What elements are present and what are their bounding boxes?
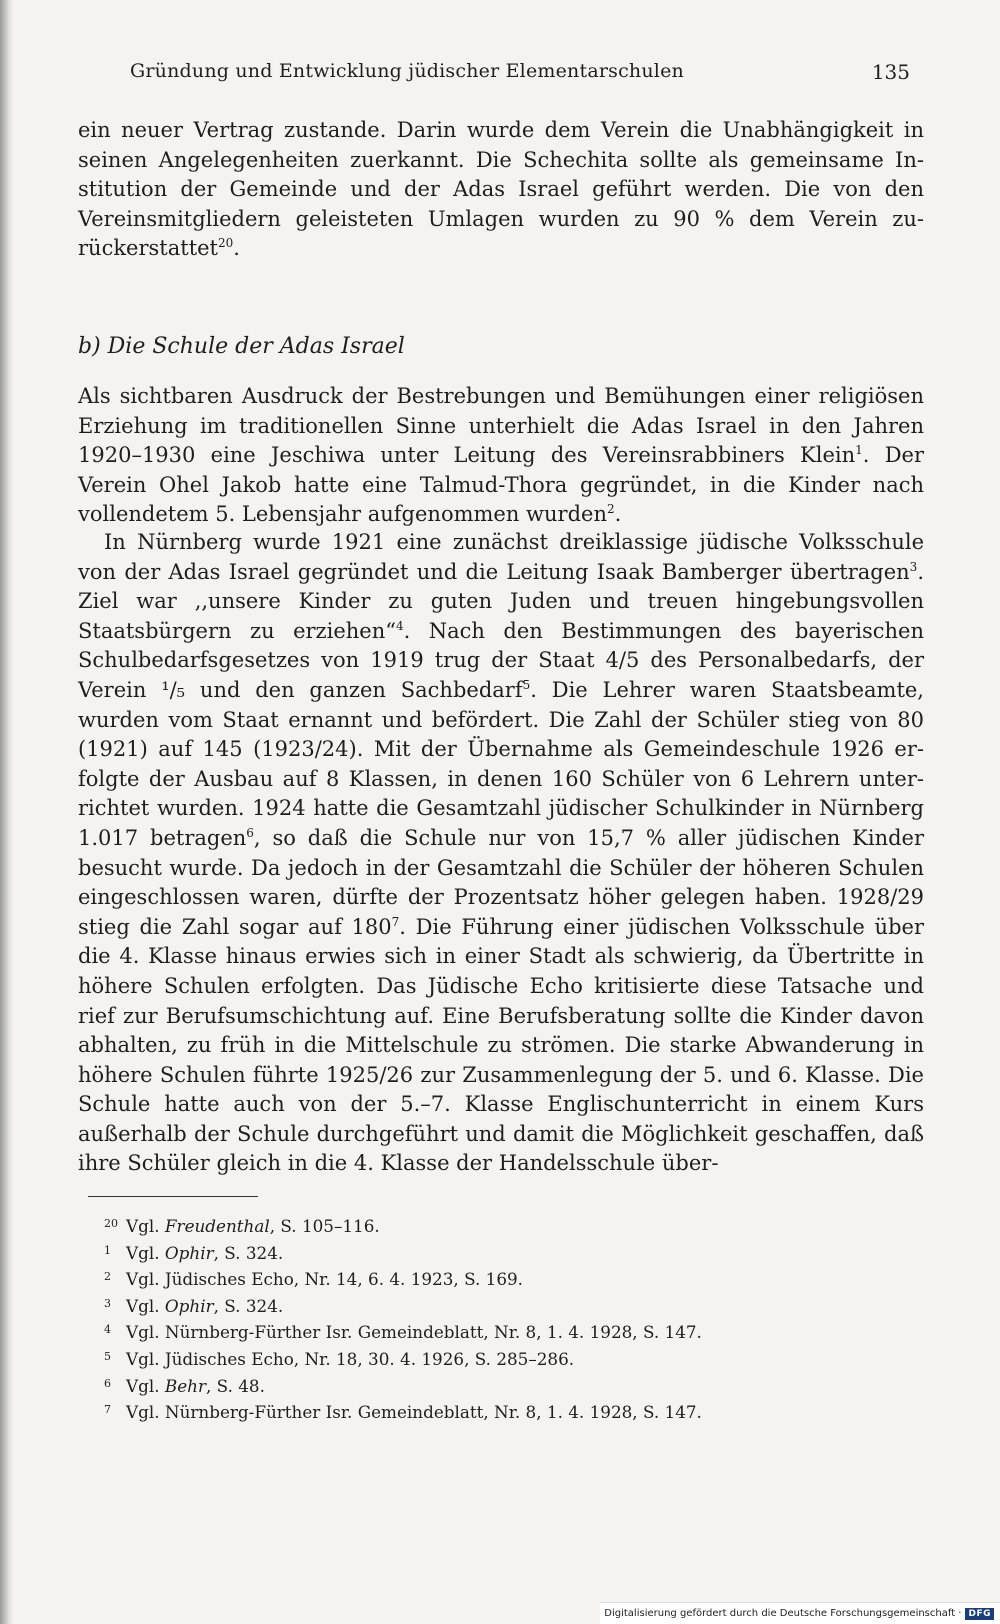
footnote-item: [104, 1398, 904, 1425]
paragraph-2-part2: . Der Verein Ohel Jakob hatte eine Talmud-Thora gegründet, in die Kinder nach vollendetem 5. Lebensjahr aufgenommen wurden: [78, 443, 925, 527]
footnote-text: Vgl. Jüdisches Echo, Nr. 14, 6. 4. 1923, S. 169.: [126, 1269, 524, 1290]
running-head-title: Gründung und Entwicklung jüdischer Elementarschulen: [130, 60, 684, 82]
paragraph-2-part3: .: [614, 502, 622, 527]
dfg-logo[interactable]: DFG: [965, 1608, 994, 1620]
footnote-text: Vgl.: [126, 1295, 165, 1316]
footnote-item: [104, 1292, 904, 1319]
section-heading: b) Die Schule der Adas Israel: [78, 334, 405, 359]
paragraph-1-tail: .: [233, 236, 240, 261]
scan-edge-shadow: [0, 0, 14, 1624]
footnote-number: 2: [104, 1270, 111, 1284]
digitization-footer: [600, 1602, 1000, 1624]
footnote-ref-4[interactable]: 4: [395, 618, 404, 633]
digitization-note: Digitalisierung gefördert durch die Deutsche Forschungsgemeinschaft ·: [604, 1608, 962, 1619]
footnote-number: 5: [104, 1349, 111, 1363]
footnote-text: Vgl. Nürnberg-Fürther Isr. Gemeindeblatt, Nr. 8, 1. 4. 1928, S. 147.: [126, 1402, 702, 1423]
footnote-ref-20[interactable]: 20: [218, 236, 234, 251]
footnote-ref-2[interactable]: 2: [607, 502, 615, 517]
footnote-text: Vgl.: [126, 1216, 165, 1236]
footnote-list: [104, 1212, 904, 1425]
footnote-text: Vgl. Nürnberg-Fürther Isr. Gemeindeblatt, Nr. 8, 1. 4. 1928, S. 147.: [126, 1322, 702, 1343]
footnote-text: Vgl.: [126, 1375, 165, 1396]
paragraph-1: [78, 116, 924, 264]
footnote-number: 3: [104, 1296, 111, 1310]
footnote-number: 4: [104, 1323, 111, 1337]
paragraph-3-s1: In Nürnberg wurde 1921 eine zunächst dreiklassige jüdische Volksschule von der Adas Israel gegründet und die Leitung Isaak Bamberger übertragen: [78, 530, 924, 584]
running-head: [130, 60, 910, 90]
footnote-author: Behr: [164, 1375, 206, 1396]
paragraph-3-s5: , so daß die Schule nur von 15,7 % aller jüdischen Kinder besucht wurde. Da jedoch in der Gesamtzahl die Schüler der höheren Schulen eingeschlossen waren, dürfte der Prozentsatz höher gelegen haben. 1928/29 stieg die Zahl sogar auf 180: [78, 825, 924, 939]
footnote-page: , S. 324.: [213, 1295, 284, 1316]
paragraph-2-part1: Als sichtbaren Ausdruck der Bestrebungen und Bemühungen einer religiösen Erziehung im traditionellen Sinne unterhielt die Adas Israel in den Jahren 1920–1930 eine Jeschiwa unter Leitung des Vereinsrabbiners Klein: [78, 384, 924, 468]
paragraph-3-s2: . Ziel war ,,unsere Kinder zu guten Juden und treuen hingebungsvollen Staatsbürgern zu erziehen“: [78, 559, 924, 643]
footnote-rule: [88, 1196, 258, 1197]
footnote-text: Vgl.: [126, 1242, 165, 1263]
footnote-page: , S. 324.: [213, 1242, 284, 1263]
footnote-author: Ophir: [164, 1295, 214, 1316]
footnote-item: [104, 1265, 904, 1292]
footnote-number: 20: [104, 1217, 118, 1230]
page-number: 135: [871, 60, 910, 84]
paragraph-3: [78, 528, 924, 1179]
footnote-page: , S. 48.: [206, 1375, 265, 1396]
footnote-number: 7: [104, 1403, 111, 1417]
footnote-item: [104, 1239, 904, 1266]
footnote-author: Freudenthal: [164, 1216, 270, 1236]
footnote-item: [104, 1345, 904, 1372]
paragraph-2: [78, 382, 924, 530]
footnote-number: 1: [104, 1243, 111, 1257]
paragraph-1-text: ein neuer Vertrag zustande. Darin wurde dem Verein die Unabhängigkeit in seinen Angelegenheiten zuerkannt. Die Schechita sollte als gemeinsame Institution der Gemeinde und der Adas Israel geführt werden. Die von den Vereinsmitgliedern geleisteten Umlagen wurden zu 90 % dem Verein zurückerstattet: [78, 118, 924, 261]
footnote-ref-3[interactable]: 3: [909, 559, 918, 574]
footnote-item: [104, 1372, 904, 1399]
footnote-author: Ophir: [164, 1242, 214, 1263]
paragraph-3-s4: . Die Lehrer waren Staatsbeamte, wurden vom Staat ernannt und befördert. Die Zahl der Schüler stieg von 80 (1921) auf 145 (1923/24). Mit der Übernahme als Gemeindeschule 1926 erfolgte der Ausbau auf 8 Klassen, in denen 160 Schüler von 6 Lehrern unterrichtet wurden. 1924 hatte die Gesamtzahl jüdischer Schulkinder in Nürnberg 1.017 betragen: [78, 677, 924, 850]
footnote-text: Vgl. Jüdisches Echo, Nr. 18, 30. 4. 1926, S. 285–286.: [126, 1348, 575, 1369]
footnote-ref-6[interactable]: 6: [246, 825, 254, 840]
paragraph-3-s6: . Die Führung einer jüdischen Volksschule über die 4. Klasse hinaus erwies sich in einer Stadt als schwierig, da Übertritte in höhere Schulen erfolgten. Das Jüdische Echo kritisierte diese Tatsache und rief zur Berufsumschichtung auf. Eine Berufsberatung sollte die Kinder davon abhalten, zu früh in die Mittelschule zu strömen. Die starke Abwanderung in höhere Schulen führte 1925/26 zur Zusammenlegung der 5. und 6. Klasse. Die Schule hatte auch von der 5.–7. Klasse Englischunterricht in einem Kurs außerhalb der Schule durchgeführt und damit die Möglichkeit geschaffen, daß ihre Schüler gleich in die 4. Klasse der Handelsschule über-: [78, 914, 924, 1176]
footnote-ref-5[interactable]: 5: [522, 677, 531, 692]
footnote-page: , S. 105–116.: [269, 1216, 380, 1236]
footnote-ref-7[interactable]: 7: [391, 914, 400, 929]
footnote-item: [104, 1318, 904, 1345]
paragraph-3-s3: . Nach den Bestimmungen des bayerischen Schulbedarfsgesetzes von 1919 trug der Staat 4/5 des Personalbedarfs, der Verein ¹/₅ und den ganzen Sachbedarf: [78, 618, 924, 702]
footnote-number: 6: [104, 1376, 111, 1390]
footnote-item: [104, 1212, 904, 1239]
footnote-ref-1[interactable]: 1: [855, 443, 863, 458]
